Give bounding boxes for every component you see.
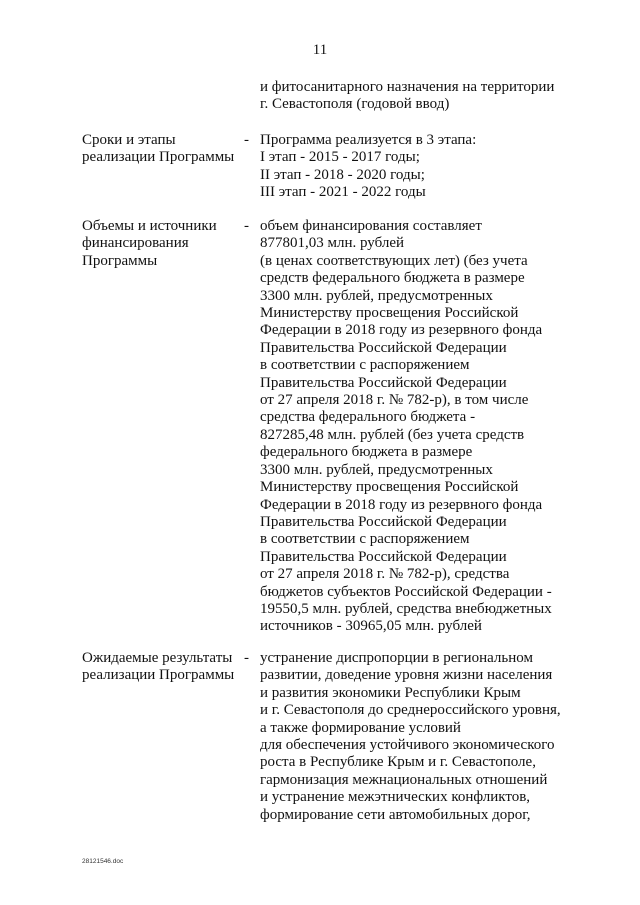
content-line: (в ценах соответствующих лет) (без учета — [260, 252, 528, 269]
content-line: источников - 30965,05 млн. рублей — [260, 618, 482, 635]
content-line: I этап - 2015 - 2017 годы; — [260, 149, 420, 166]
content-line: Федерации в 2018 году из резервного фонда — [260, 322, 543, 339]
content-line: Министерству просвещения Российской — [260, 479, 519, 496]
row-content — [260, 218, 600, 636]
content-line: объем финансирования составляет — [260, 218, 482, 234]
content-line: в соответствии с распоряжением — [260, 357, 470, 374]
row-label: Ожидаемые результаты реализации Программы — [82, 650, 235, 684]
row-dash: - — [244, 218, 249, 234]
content-line: Правительства Российской Федерации — [260, 374, 507, 391]
content-line: II этап - 2018 - 2020 годы; — [260, 166, 425, 183]
content-line: от 27 апреля 2018 г. № 782-р), в том числе — [260, 392, 529, 409]
content-line: гармонизация межнациональных отношений — [260, 771, 548, 788]
row-content — [260, 132, 600, 202]
row-dash: - — [244, 132, 249, 148]
content-line: 3300 млн. рублей, предусмотренных — [260, 287, 493, 304]
content-line: Федерации в 2018 году из резервного фонда — [260, 496, 543, 513]
continuation-line: и фитосанитарного назначения на территории — [260, 79, 555, 95]
content-line: 3300 млн. рублей, предусмотренных — [260, 461, 493, 478]
row-dash: - — [244, 650, 249, 666]
content-line: устранение диспропорции в региональном — [260, 650, 533, 666]
content-line: развитии, доведение уровня жизни населения — [260, 667, 553, 684]
content-line: Программа реализуется в 3 этапа: — [260, 132, 477, 148]
content-line: Министерству просвещения Российской — [260, 305, 519, 322]
content-line: бюджетов субъектов Российской Федерации - — [260, 583, 552, 600]
content-line: формирование сети автомобильных дорог, — [260, 806, 531, 823]
content-line: роста в Республике Крым и г. Севастополе, — [260, 754, 536, 771]
continuation-line: г. Севастополя (годовой ввод) — [260, 96, 450, 113]
content-line: а также формирование условий — [260, 719, 461, 736]
content-line: для обеспечения устойчивого экономического — [260, 737, 555, 754]
continuation-text — [260, 79, 590, 114]
content-line: и г. Севастополя до среднероссийского уровня, — [260, 702, 561, 719]
content-line: средства федерального бюджета - — [260, 409, 476, 426]
content-line: от 27 апреля 2018 г. № 782-р), средства — [260, 566, 510, 583]
content-line: и устранение межэтнических конфликтов, — [260, 789, 531, 806]
row-label: Сроки и этапы реализации Программы — [82, 132, 235, 166]
content-line: средств федерального бюджета в размере — [260, 270, 525, 287]
content-line: 877801,03 млн. рублей — [260, 235, 405, 252]
content-line: Правительства Российской Федерации — [260, 548, 507, 565]
content-line: 19550,5 млн. рублей, средства внебюджетных — [260, 600, 552, 617]
content-line: в соответствии с распоряжением — [260, 531, 470, 548]
row-content — [260, 650, 600, 824]
content-line: 827285,48 млн. рублей (без учета средств — [260, 426, 525, 443]
content-line: федерального бюджета в размере — [260, 444, 473, 461]
row-label: Объемы и источники финансирования Программы — [82, 218, 217, 269]
content-line: Правительства Российской Федерации — [260, 513, 507, 530]
content-line: и развития экономики Республики Крым — [260, 684, 521, 701]
content-line: III этап - 2021 - 2022 годы — [260, 184, 426, 201]
document-footer: 28121546.doc — [82, 858, 124, 865]
content-line: Правительства Российской Федерации — [260, 339, 507, 356]
page-number: 11 — [312, 42, 328, 58]
